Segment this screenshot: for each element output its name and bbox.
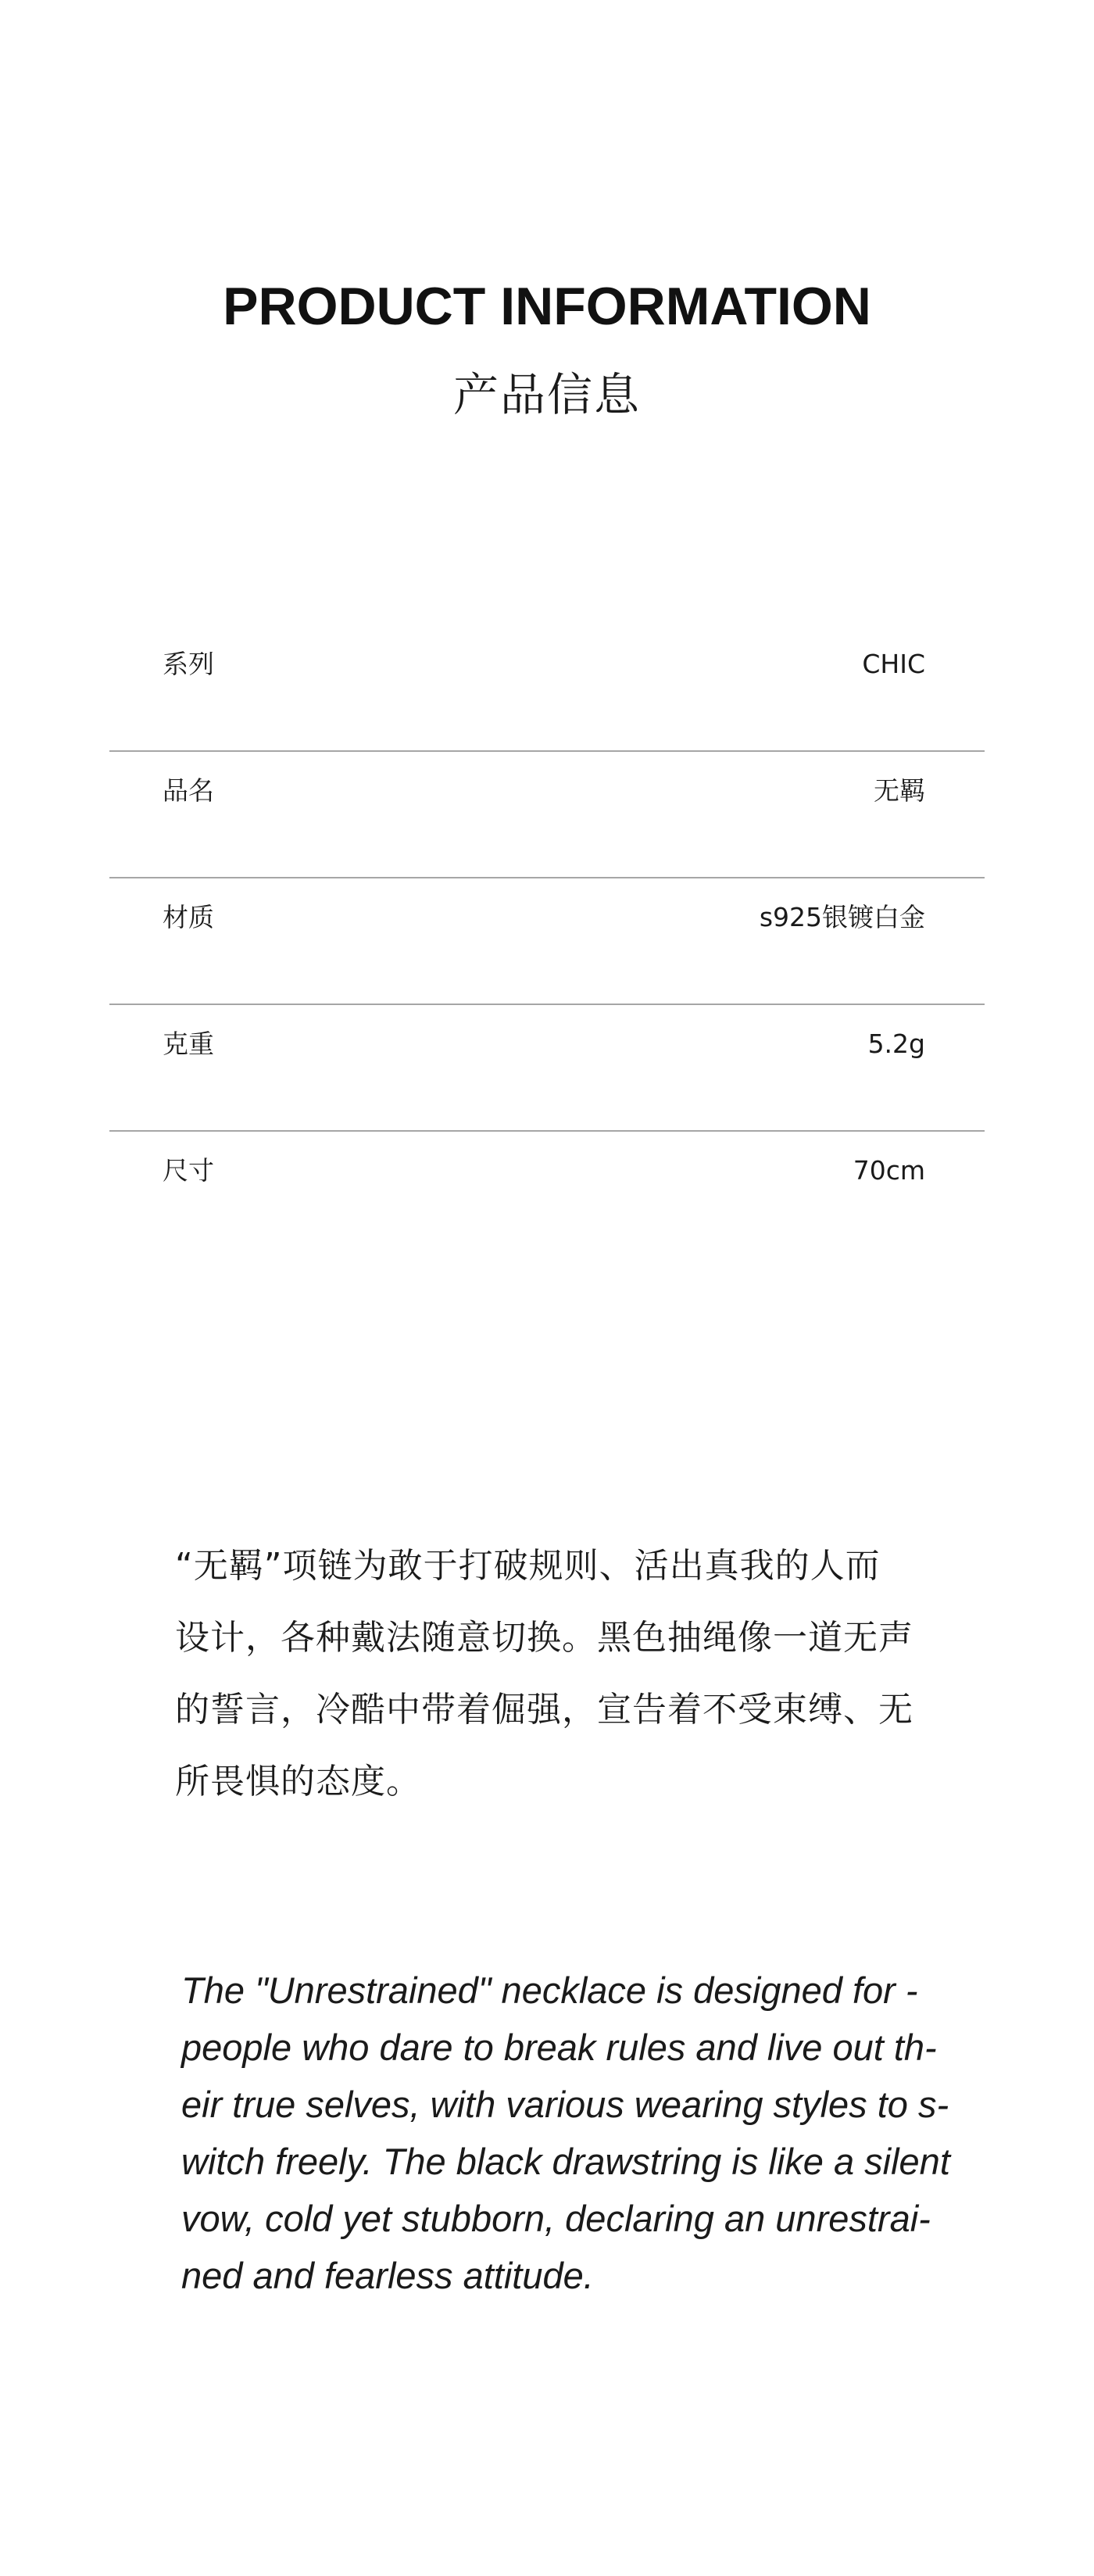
spec-value: 无羁 <box>874 775 925 806</box>
spec-value: 70cm <box>853 1155 925 1186</box>
spec-row-name <box>109 752 985 878</box>
description-en-line: vow, cold yet stubborn, declaring an unrestrai- <box>181 2198 931 2239</box>
spec-label: 尺寸 <box>163 1155 214 1186</box>
description-en-line: eir true selves, with various wearing styles to s- <box>181 2084 949 2125</box>
description-en-line: The "Unrestrained" necklace is designed for - <box>181 1970 918 2011</box>
spec-row-material <box>109 878 985 1005</box>
spec-row-size <box>109 1132 985 1257</box>
description-zh-line: 的誓言，冷酷中带着倔强，宣告着不受束缚、无 <box>175 1690 913 1730</box>
description-zh-line: 所畏惧的态度。 <box>175 1762 421 1801</box>
description-zh-line: “无羁”项链为敢于打破规则、活出真我的人而 <box>175 1546 881 1586</box>
description-en-line: witch freely. The black drawstring is like a silent <box>181 2141 950 2182</box>
spec-value: CHIC <box>862 649 925 679</box>
spec-value: s925银镀白金 <box>759 902 925 932</box>
spec-label: 系列 <box>163 649 214 679</box>
page-title-zh: 产品信息 <box>452 368 641 421</box>
description-en-line: people who dare to break rules and live out th- <box>181 2027 937 2068</box>
spec-value: 5.2g <box>867 1029 925 1059</box>
spec-row-weight <box>109 1005 985 1132</box>
spec-label: 材质 <box>163 902 214 932</box>
spec-label: 克重 <box>163 1029 214 1059</box>
description-en <box>181 1962 963 2304</box>
page-title-en: PRODUCT INFORMATION <box>223 277 871 336</box>
spec-label: 品名 <box>163 775 214 806</box>
spec-table <box>109 625 985 1257</box>
spec-row-series <box>109 625 985 752</box>
description-zh <box>175 1530 956 1818</box>
description-zh-line: 设计，各种戴法随意切换。黑色抽绳像一道无声 <box>175 1618 913 1658</box>
description-en-line: ned and fearless attitude. <box>181 2255 594 2296</box>
